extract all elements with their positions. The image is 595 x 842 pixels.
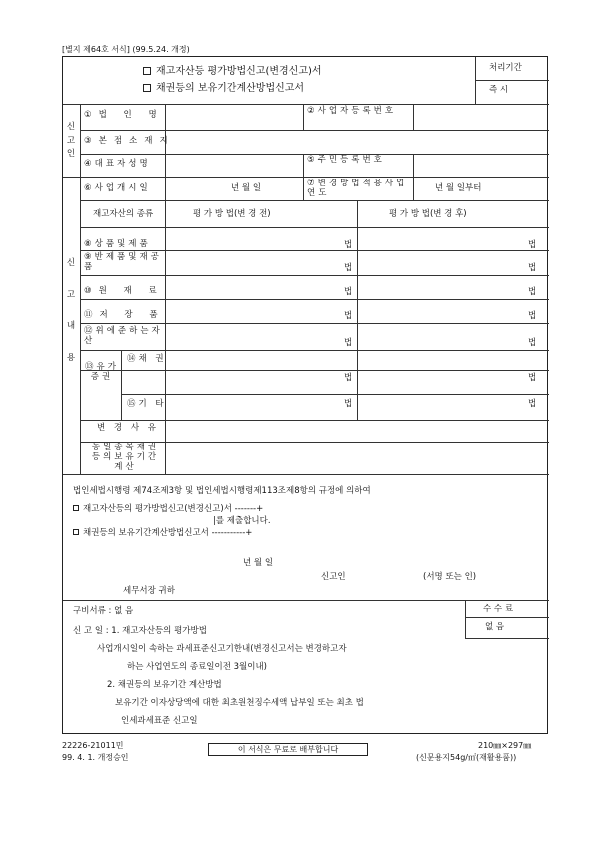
report-form xyxy=(62,56,548,734)
row-unit: 법 xyxy=(344,311,353,321)
corp-name-label: ①법 인 명 xyxy=(84,110,164,120)
checkbox-icon[interactable] xyxy=(143,67,151,75)
approval-date: 99. 4. 1. 개정승인 xyxy=(62,753,129,762)
signature-label: (서명 또는 인) xyxy=(423,572,477,582)
row-label-semi: ⑨반제품및재공품 xyxy=(84,252,162,272)
free-distribution-notice: 이 서식은 무료로 배부합니다 xyxy=(208,743,368,756)
required-docs: 구비서류 : 없 음 xyxy=(73,606,134,616)
title-line-1: 재고자산등 평가방법신고(변경신고)서 xyxy=(143,66,322,78)
row-unit: 법 xyxy=(528,287,537,297)
guide-2a: 보유기간 이자상당액에 대한 최초원천징수세액 납부일 또는 최초 법 xyxy=(115,698,364,708)
declaration-date: 년 월 일 xyxy=(243,558,274,568)
row-unit: 법 xyxy=(344,399,353,409)
row-unit: 법 xyxy=(344,240,353,250)
guide-2b: 인세과세표준 신고일 xyxy=(121,716,198,726)
submit-text: |를 제출합니다. xyxy=(213,516,271,526)
recipient: 세무서장 귀하 xyxy=(123,586,175,596)
col-type-header: 재고자산의 종류 xyxy=(93,209,154,219)
guide-1a: 사업개시일이 속하는 과세표준신고기한내(변경신고서는 변경하고자 xyxy=(97,644,347,654)
row-unit: 법 xyxy=(528,399,537,409)
checkbox-icon[interactable] xyxy=(73,505,79,511)
row-label-goods: ⑧상품및제품 xyxy=(84,239,151,249)
row-unit: 법 xyxy=(528,373,537,383)
paper-size: 210㎜×297㎜ xyxy=(478,741,532,750)
biz-no-label: ②사업자등록번호 xyxy=(307,106,397,116)
option-bonds: 채권등의 보유기간계산방법신고서 -----------+ xyxy=(73,529,252,539)
guide-title: 신 고 일 : 1. 재고자산등의 평가방법 xyxy=(73,626,207,636)
representative-label: ④대표자성명 xyxy=(84,159,151,169)
content-section-label: 신 고 내 용 xyxy=(66,258,76,363)
applicant-label: 신고인 xyxy=(321,572,346,582)
checkbox-icon[interactable] xyxy=(73,529,79,535)
legal-basis: 법인세법시행령 제74조제3항 및 법인세법시행령제113조제8항의 규정에 의하여 xyxy=(73,486,371,496)
hq-address-label: ③본점소재지 xyxy=(84,136,175,146)
row-label-storage: ⑪저 장 품 xyxy=(84,310,165,320)
processing-period-value: 즉 시 xyxy=(489,85,509,95)
row-unit: 법 xyxy=(528,263,537,273)
guide-2: 2. 채권등의 보유기간 계산방법 xyxy=(107,680,222,690)
apply-date-value: 년 월 일부터 xyxy=(435,183,482,193)
row-unit: 법 xyxy=(528,240,537,250)
form-number: [별지 제64호 서식] (99.5.24. 개정) xyxy=(62,45,190,54)
start-date-label: ⑥사업개시일 xyxy=(84,183,151,193)
col-before-header: 평 가 방 법(변 경 전) xyxy=(193,209,271,219)
guide-1b: 하는 사업연도의 종료일이전 3월이내) xyxy=(127,662,267,672)
col-after-header: 평 가 방 법(변 경 후) xyxy=(389,209,467,219)
securities-label: ⑬유가증권 xyxy=(85,362,119,382)
row-unit: 법 xyxy=(344,338,353,348)
apply-year-label: ⑦변경방법적용사업연도 xyxy=(307,179,408,198)
change-reason-label: 변 경 사 유 xyxy=(97,423,159,433)
others-label: ⑮기 타 xyxy=(127,399,167,409)
fee-value: 없 음 xyxy=(485,622,505,632)
bonds-label: ⑭채 권 xyxy=(127,354,167,364)
applicant-section-label: 신 고 인 xyxy=(66,122,76,160)
start-date-value: 년 월 일 xyxy=(231,183,262,193)
row-unit: 법 xyxy=(344,287,353,297)
row-label-similar: ⑫위에준하는자산 xyxy=(84,326,163,346)
row-label-material: ⑩원 재 료 xyxy=(84,286,164,296)
row-unit: 법 xyxy=(344,373,353,383)
processing-period-label: 처리기간 xyxy=(489,63,522,73)
paper-spec: (신문용지54g/㎡(재활용품)) xyxy=(416,753,517,762)
row-unit: 법 xyxy=(528,338,537,348)
holding-method-label: 동일종목채권등의보유기간계산 xyxy=(91,443,160,472)
title-line-2: 채권등의 보유기간계산방법신고서 xyxy=(143,83,304,95)
row-unit: 법 xyxy=(528,311,537,321)
option-inventory: 재고자산등의 평가방법신고(변경신고)서 -------+ xyxy=(73,505,263,515)
row-unit: 법 xyxy=(344,263,353,273)
fee-label: 수 수 료 xyxy=(483,604,514,614)
resident-no-label: ⑤주민등록번호 xyxy=(307,155,385,165)
checkbox-icon[interactable] xyxy=(143,84,151,92)
form-code: 22226-21011민 xyxy=(62,741,124,750)
